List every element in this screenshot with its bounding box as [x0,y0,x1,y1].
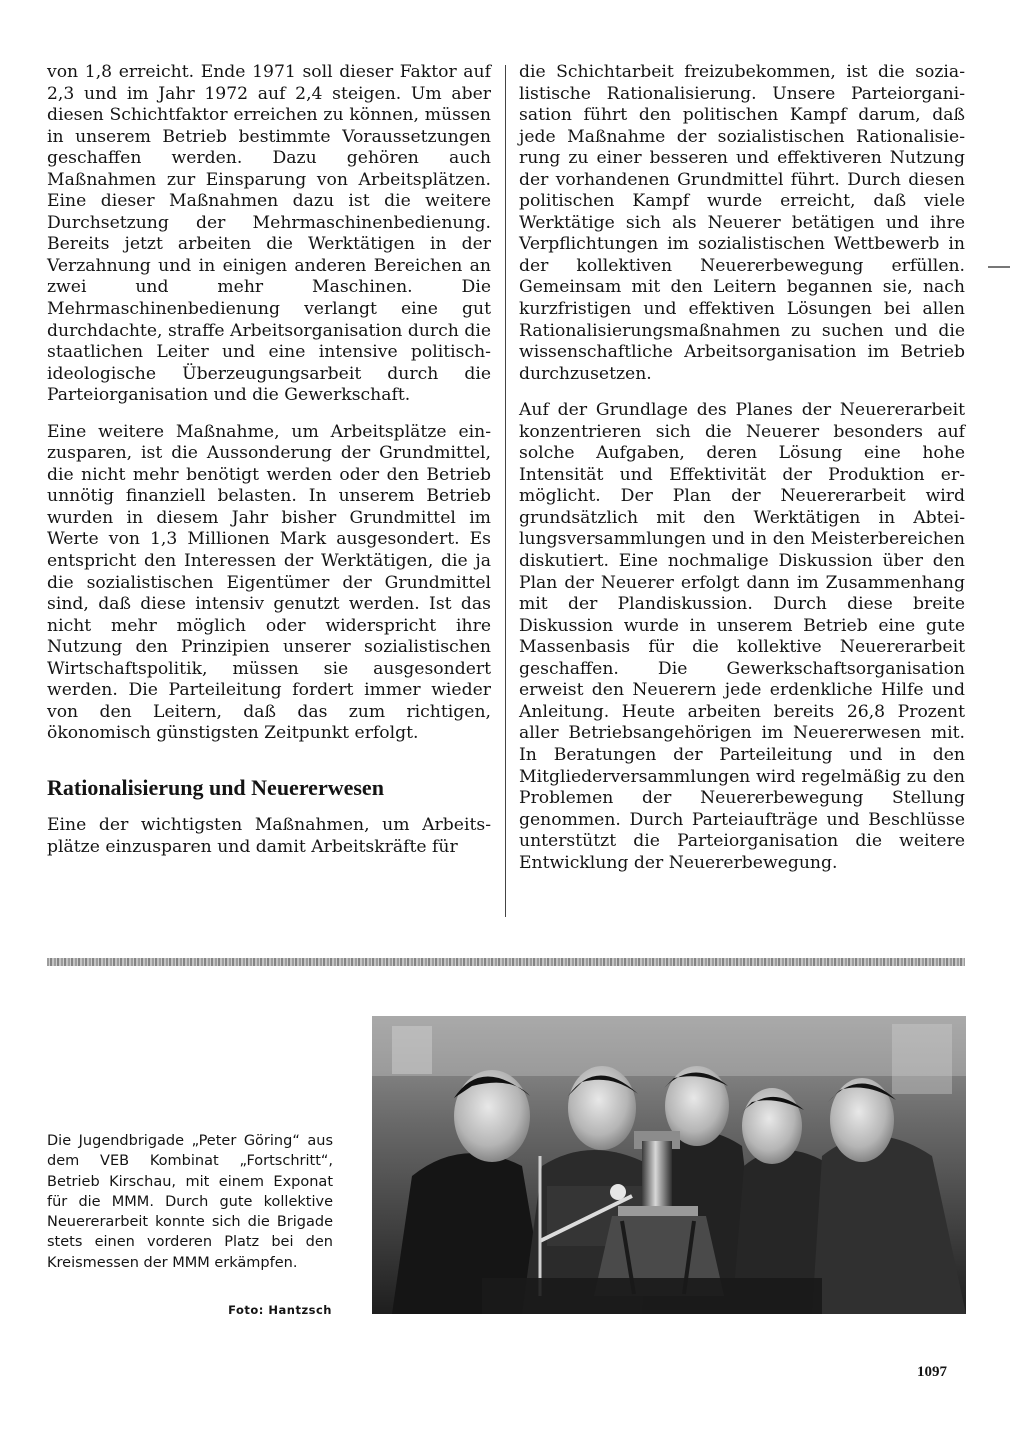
body-paragraph: von 1,8 erreicht. Ende 1971 soll dieser Faktor auf 2,3 und im Jahr 1972 auf 2,4 steigen. Um aber diesen Schichtfaktor erreichen zu können, müssen in unserem Betrieb bestimmte Voraussetzungen geschaffen werden. Dazu gehören auch Maßnahmen zur Einsparung von Arbeitsplätzen. Eine dieser Maßnahmen dazu ist die weitere Durchsetzung der Mehrmaschinenbedienung. Bereits jetzt arbeiten die Werktätigen in der Verzahnung und in einigen anderen Bereichen an zwei und mehr Maschinen. Die Mehrmaschinenbedienung verlangt eine gut durchdachte, straffe Arbeitsorganisation durch die staatlichen Leiter und eine intensive politisch-ideologische Überzeugungsarbeit durch die Parteiorganisation und die Gewerkschaft. [47,62,491,406]
photo-credit: Foto: Hantzsch [228,1303,332,1317]
decorative-separator [47,958,965,966]
photo-caption: Die Jugendbrigade „Peter Göring“ aus dem VEB Kombinat „Fortschritt“, Betrieb Kirschau, mit einem Exponat für die MMM. Durch gute kollektive Neuererarbeit konnte sich die Brigade stets einen vorderen Platz bei den Kreismessen der MMM erkämpfen. [47,1133,333,1271]
photo [372,1016,966,1314]
section-heading: Rationalisierung und Neuererwesen [47,774,384,800]
text-column-right [519,62,965,889]
body-paragraph: Auf der Grundlage des Planes der Neuererarbeit konzentrieren sich die Neuerer besonders auf solche Aufgaben, deren Lösung eine hohe Intensität und Effektivität der Produktion ermöglicht. Der Plan der Neuererarbeit wird grundsätzlich mit den Werktätigen in Abteilungsversammlungen und in den Meisterbereichen diskutiert. Eine nochmalige Diskussion über den Plan der Neuerer erfolgt dann im Zusammenhang mit der Plandiskussion. Durch diese breite Diskussion wurde in unserem Betrieb eine gute Massenbasis für die kollektive Neuererarbeit geschaffen. Die Gewerkschaftsorganisation erweist den Neuerern jede erdenkliche Hilfe und Anleitung. Heute arbeiten bereits 26,8 Prozent aller Betriebsangehörigen im Neuererwesen mit. In Beratungen der Parteileitung und in den Mitgliederversammlungen wird regelmäßig zu den Problemen der Neuererbewegung Stellung genommen. Durch Parteiaufträge und Beschlüsse unterstützt die Parteiorganisation die weitere Entwicklung der Neuererbewegung. [519,400,965,873]
column-rule [505,65,506,917]
text-column-left [47,62,491,873]
body-paragraph: Eine der wichtigsten Maßnahmen, um Arbeitsplätze einzusparen und damit Arbeitskräfte für [47,814,491,857]
margin-mark [988,266,1010,268]
body-paragraph: die Schichtarbeit freizubekommen, ist die sozialistische Rationalisierung. Unsere Parteiorganisation führt den politischen Kampf darum, daß jede Maßnahme der sozialistischen Rationalisierung zu einer besseren und effektiveren Nutzung der vorhandenen Grundmittel führt. Durch diesen politischen Kampf wurde erreicht, daß viele Werktätige sich als Neuerer betätigen und ihre Verpflichtungen im sozialistischen Wettbewerb in der kollektiven Neuererbewegung erfüllen. Gemeinsam mit den Leitern begannen sie, nach kurzfristigen und effektiven Lösungen bei allen Rationalisierungsmaßnahmen zu suchen und die wissenschaftliche Arbeitsorganisation im Betrieb durchzusetzen. [519,62,965,384]
body-paragraph: Eine weitere Maßnahme, um Arbeitsplätze einzusparen, ist die Aussonderung der Grundmittel, die nicht mehr benötigt werden oder den Betrieb unnötig finanziell belasten. In unserem Betrieb wurden in diesem Jahr bisher Grundmittel im Werte von 1,3 Millionen Mark ausgesondert. Es entspricht den Interessen der Werktätigen, die ja die sozialistischen Eigentümer der Grundmittel sind, daß diese intensiv genutzt werden. Ist das nicht mehr möglich oder widerspricht ihre Nutzung den Prinzipien unserer sozialistischen Wirtschaftspolitik, müssen sie ausgesondert werden. Die Parteileitung fordert immer wieder von den Leitern, daß das zum richtigen, ökonomisch günstigsten Zeitpunkt erfolgt. [47,421,491,744]
page-number: 1097 [917,1364,947,1380]
photo-image [372,1016,966,1314]
